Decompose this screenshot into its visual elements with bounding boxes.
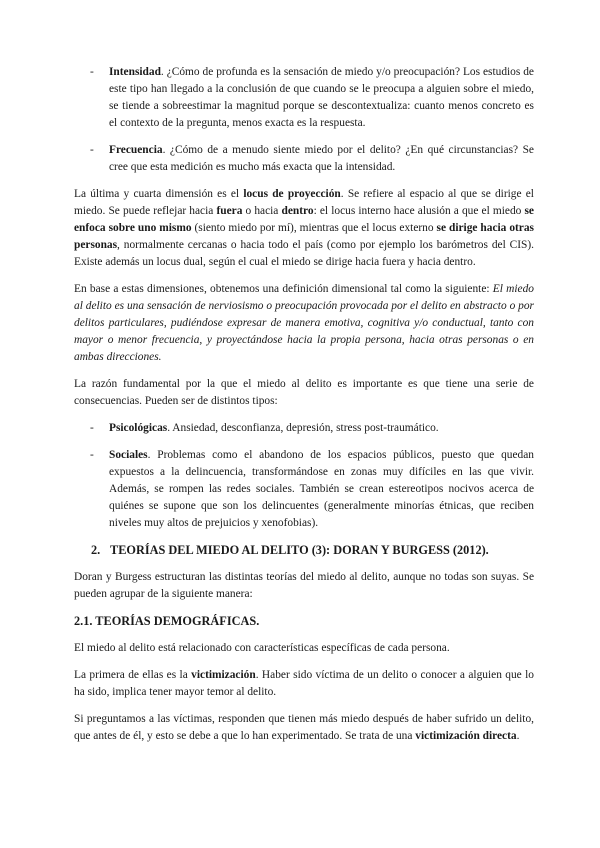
paragraph-locus (74, 186, 534, 271)
text-run: , normalmente cercanas o hacia todo el país (como por ejemplo los barómetros del CIS). Existe además un locus dual, según el cual el miedo se dirige hacia fuera y hacia dentro. (74, 239, 534, 268)
bold-fuera: fuera (216, 205, 243, 217)
text-run: La primera de ellas es la (74, 669, 192, 681)
text-run: Si preguntamos a las víctimas, responden que tienen más miedo después de haber sufrido un delito, que antes de él, y esto se debe a que lo han experimentado. Se trata de una (74, 713, 534, 742)
bold-victimizacion-directa: victimización directa (415, 730, 517, 742)
term-sociales: Sociales (109, 449, 148, 461)
bullet-dash: - (90, 144, 94, 156)
paragraph-definition (74, 281, 534, 366)
bold-se-dirige: se dirige hacia otras personas (74, 222, 534, 251)
list-item-text: . Ansiedad, desconfianza, depresión, stress post-traumático. (167, 422, 439, 434)
bold-locus-de-proyeccion: locus de proyección (243, 188, 341, 200)
text-run: : el locus interno hace alusión a que el miedo (313, 205, 525, 217)
bold-victimizacion: victimización (191, 669, 256, 681)
bullet-dash: - (90, 449, 94, 461)
text-run: . Se refiere al espacio al que se dirige el miedo. Se puede reflejar hacia (74, 188, 534, 217)
section-number: 2. (91, 543, 101, 557)
text-run: o hacia (242, 205, 282, 217)
list-item-intensidad (74, 64, 534, 132)
bullet-dash: - (90, 422, 94, 434)
document-page (74, 64, 534, 755)
bold-dentro: dentro (281, 205, 314, 217)
paragraph-doran: Doran y Burgess estructuran las distintas teorías del miedo al delito, aunque no todas son suyas. Se pueden agrupar de la siguiente manera: (74, 571, 534, 600)
term-intensidad: Intensidad (109, 66, 161, 78)
bullet-dash: - (90, 66, 94, 78)
paragraph-direct-victimization (74, 711, 534, 745)
text-run: (siento miedo por mí), mientras que el locus externo (191, 222, 437, 234)
section-title: TEORÍAS DEL MIEDO AL DELITO (3): DORAN Y BURGESS (2012). (110, 543, 489, 557)
text-run: . (516, 730, 520, 742)
text-run: . Haber sido víctima de un delito o conocer a alguien que lo ha sido, implica tener mayor temor al delito. (74, 669, 534, 698)
bold-se-enfoca: se enfoca sobre uno mismo (74, 205, 534, 234)
list-item-sociales (74, 447, 534, 532)
section-heading-2 (91, 542, 534, 559)
italic-definition: El miedo al delito es una sensación de nerviosismo o preocupación provocada por el delito en abstracto o por delitos particulares, pudiéndose expresar de manera emotiva, cognitiva y/o conductual, tanto con mayor o menor frecuencia, y proyectándose hacia la propia persona, hacia otras personas o en ambas direcciones. (74, 283, 534, 363)
paragraph-demographic: El miedo al delito está relacionado con características específicas de cada persona. (74, 642, 450, 654)
paragraph-reason: La razón fundamental por la que el miedo al delito es importante es que tiene una serie de consecuencias. Pueden ser de distintos tipos: (74, 378, 534, 407)
list-item-text: . ¿Cómo de profunda es la sensación de miedo y/o preocupación? Los estudios de este tipo han llegado a la conclusión de que cuando se le preocupa a alguien sobre el miedo, se tiende a sobreestimar la magnitud porque se descontextualiza: cuanto menos concreto es el contexto de la pregunta, menos exacta es la respuesta. (109, 66, 534, 129)
list-item-psicologicas (74, 420, 534, 437)
list-item-frecuencia (74, 142, 534, 176)
list-item-text: . ¿Cómo de a menudo siente miedo por el delito? ¿En qué circunstancias? Se cree que esta medición es mucho más exacta que la intensidad. (109, 144, 534, 173)
term-frecuencia: Frecuencia (109, 144, 163, 156)
list-item-text: . Problemas como el abandono de los espacios públicos, puesto que quedan expuestos a la delincuencia, transformándose en zonas muy difíciles en las que vivir. Además, se rompen las redes sociales. También se crean estereotipos nocivos acerca de quiénes se supone que son los delincuentes (generalmente minorías étnicas, que reciben niveles muy altos de prejuicios y xenofobias). (109, 449, 534, 529)
text-run: La última y cuarta dimensión es el (74, 188, 244, 200)
paragraph-victimization (74, 667, 534, 701)
term-psicologicas: Psicológicas (109, 422, 168, 434)
subsection-heading-2-1: 2.1. TEORÍAS DEMOGRÁFICAS. (74, 614, 260, 628)
text-run: En base a estas dimensiones, obtenemos una definición dimensional tal como la siguiente: (74, 283, 493, 295)
